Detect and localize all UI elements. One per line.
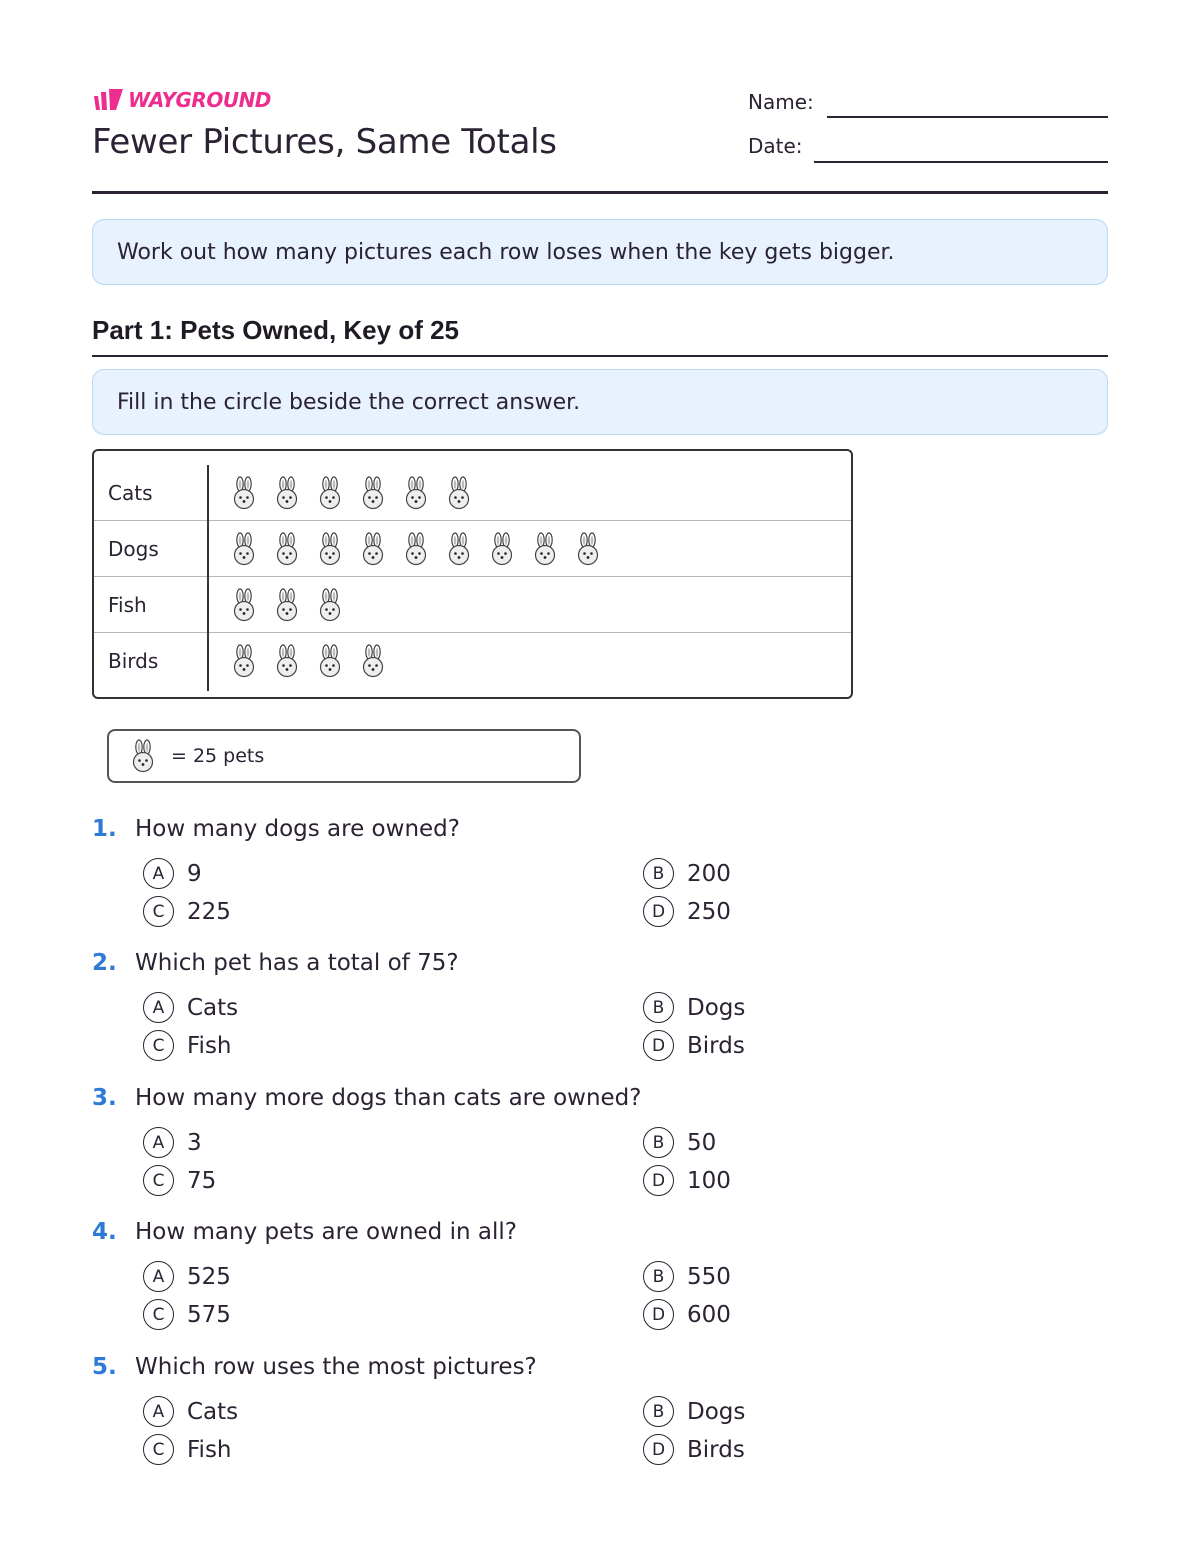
- bunny-icon: [404, 532, 428, 566]
- answer-text: 550: [687, 1263, 731, 1290]
- main-instruction-box: [92, 219, 1108, 285]
- bunny-icon: [447, 476, 471, 510]
- question-text: How many pets are owned in all?: [135, 1219, 517, 1245]
- answer-bubble[interactable]: A: [143, 992, 174, 1023]
- answer-option-d[interactable]: [643, 1030, 745, 1061]
- answer-bubble[interactable]: D: [643, 896, 674, 927]
- key-text: = 25 pets: [171, 745, 265, 767]
- part-divider: [92, 355, 1108, 357]
- answer-option-a[interactable]: [143, 858, 202, 889]
- bunny-icon: [275, 588, 299, 622]
- answer-text: Birds: [687, 1436, 745, 1463]
- bunny-icon: [275, 476, 299, 510]
- answer-text: 100: [687, 1167, 731, 1194]
- question-text: How many more dogs than cats are owned?: [135, 1085, 642, 1111]
- answer-option-b[interactable]: [643, 858, 731, 889]
- row-icons: [208, 476, 471, 510]
- row-label: Fish: [108, 592, 147, 617]
- bunny-icon: [275, 532, 299, 566]
- answer-text: Dogs: [687, 994, 746, 1021]
- bunny-icon: [318, 532, 342, 566]
- answer-bubble[interactable]: B: [643, 1396, 674, 1427]
- row-icons: [208, 532, 600, 566]
- answer-bubble[interactable]: C: [143, 1030, 174, 1061]
- bunny-icon: [232, 588, 256, 622]
- question-number: 3.: [92, 1085, 117, 1111]
- answer-bubble[interactable]: A: [143, 858, 174, 889]
- bunny-icon: [576, 532, 600, 566]
- row-icons: [208, 588, 342, 622]
- answer-text: 50: [687, 1129, 717, 1156]
- label-column-divider: [207, 465, 209, 691]
- answer-option-d[interactable]: [643, 896, 731, 927]
- bunny-icon: [447, 532, 471, 566]
- bunny-icon: [275, 644, 299, 678]
- answer-bubble[interactable]: A: [143, 1127, 174, 1158]
- answer-text: 575: [187, 1301, 231, 1328]
- answer-option-c[interactable]: [143, 1434, 232, 1465]
- answer-bubble[interactable]: C: [143, 1165, 174, 1196]
- bunny-icon: [232, 644, 256, 678]
- answer-bubble[interactable]: B: [643, 1261, 674, 1292]
- logo-text: WAYGROUND: [128, 88, 271, 112]
- answer-option-a[interactable]: [143, 1261, 231, 1292]
- row-label: Cats: [108, 480, 153, 505]
- question-text: Which row uses the most pictures?: [135, 1354, 537, 1380]
- main-instruction-text: Work out how many pictures each row loses when the key gets bigger.: [117, 239, 895, 265]
- answer-text: Birds: [687, 1032, 745, 1059]
- pictograph-key: [107, 729, 581, 783]
- answer-option-d[interactable]: [643, 1299, 731, 1330]
- bunny-icon: [404, 476, 428, 510]
- answer-bubble[interactable]: D: [643, 1030, 674, 1061]
- date-line[interactable]: [814, 161, 1108, 163]
- answer-option-b[interactable]: [643, 1127, 716, 1158]
- bunny-icon: [318, 588, 342, 622]
- answer-text: Cats: [187, 994, 239, 1021]
- answer-option-c[interactable]: [143, 1165, 216, 1196]
- part-title: Part 1: Pets Owned, Key of 25: [92, 315, 460, 345]
- header-divider: [92, 191, 1108, 194]
- answer-option-c[interactable]: [143, 1299, 231, 1330]
- row-icons: [208, 644, 385, 678]
- answer-bubble[interactable]: D: [643, 1299, 674, 1330]
- answer-bubble[interactable]: C: [143, 1299, 174, 1330]
- answer-text: 200: [687, 860, 731, 887]
- answer-bubble[interactable]: B: [643, 1127, 674, 1158]
- answer-text: 525: [187, 1263, 231, 1290]
- bunny-icon: [318, 476, 342, 510]
- answer-bubble[interactable]: C: [143, 896, 174, 927]
- answer-bubble[interactable]: A: [143, 1396, 174, 1427]
- answer-text: Fish: [187, 1032, 232, 1059]
- bunny-icon: [361, 476, 385, 510]
- pictograph: [92, 449, 853, 699]
- answer-text: 225: [187, 898, 231, 925]
- bunny-icon: [533, 532, 557, 566]
- answer-bubble[interactable]: B: [643, 858, 674, 889]
- answer-option-c[interactable]: [143, 1030, 232, 1061]
- answer-text: 9: [187, 860, 202, 887]
- part-instruction-box: [92, 369, 1108, 435]
- answer-option-d[interactable]: [643, 1434, 745, 1465]
- bunny-icon: [232, 476, 256, 510]
- answer-option-a[interactable]: [143, 1396, 238, 1427]
- answer-option-a[interactable]: [143, 992, 238, 1023]
- answer-option-b[interactable]: [643, 1261, 731, 1292]
- answer-option-b[interactable]: [643, 1396, 745, 1427]
- answer-option-d[interactable]: [643, 1165, 731, 1196]
- question-text: Which pet has a total of 75?: [135, 950, 459, 976]
- bunny-icon: [361, 532, 385, 566]
- answer-text: 600: [687, 1301, 731, 1328]
- answer-text: Dogs: [687, 1398, 746, 1425]
- bunny-icon: [490, 532, 514, 566]
- answer-bubble[interactable]: B: [643, 992, 674, 1023]
- brand-logo: [92, 86, 271, 114]
- answer-bubble[interactable]: C: [143, 1434, 174, 1465]
- part-instruction-text: Fill in the circle beside the correct answer.: [117, 389, 581, 415]
- answer-text: 250: [687, 898, 731, 925]
- answer-text: Cats: [187, 1398, 239, 1425]
- bunny-icon: [318, 644, 342, 678]
- answer-bubble[interactable]: D: [643, 1434, 674, 1465]
- answer-option-b[interactable]: [643, 992, 745, 1023]
- name-label: Name:: [748, 90, 814, 114]
- question-number: 5.: [92, 1354, 117, 1380]
- bunny-icon: [361, 644, 385, 678]
- key-bunny-icon: [131, 739, 155, 773]
- row-label: Dogs: [108, 536, 159, 561]
- row-label: Birds: [108, 649, 159, 673]
- answer-text: 3: [187, 1129, 202, 1156]
- answer-bubble[interactable]: A: [143, 1261, 174, 1292]
- question-number: 2.: [92, 950, 117, 976]
- logo-mark-icon: [92, 88, 124, 112]
- page-title: Fewer Pictures, Same Totals: [92, 122, 557, 162]
- question-text: How many dogs are owned?: [135, 816, 460, 842]
- question-number: 4.: [92, 1219, 117, 1245]
- date-label: Date:: [748, 134, 803, 158]
- answer-text: Fish: [187, 1436, 232, 1463]
- name-line[interactable]: [827, 116, 1108, 118]
- answer-text: 75: [187, 1167, 217, 1194]
- answer-bubble[interactable]: D: [643, 1165, 674, 1196]
- answer-option-a[interactable]: [143, 1127, 202, 1158]
- answer-option-c[interactable]: [143, 896, 231, 927]
- bunny-icon: [232, 532, 256, 566]
- question-number: 1.: [92, 816, 117, 842]
